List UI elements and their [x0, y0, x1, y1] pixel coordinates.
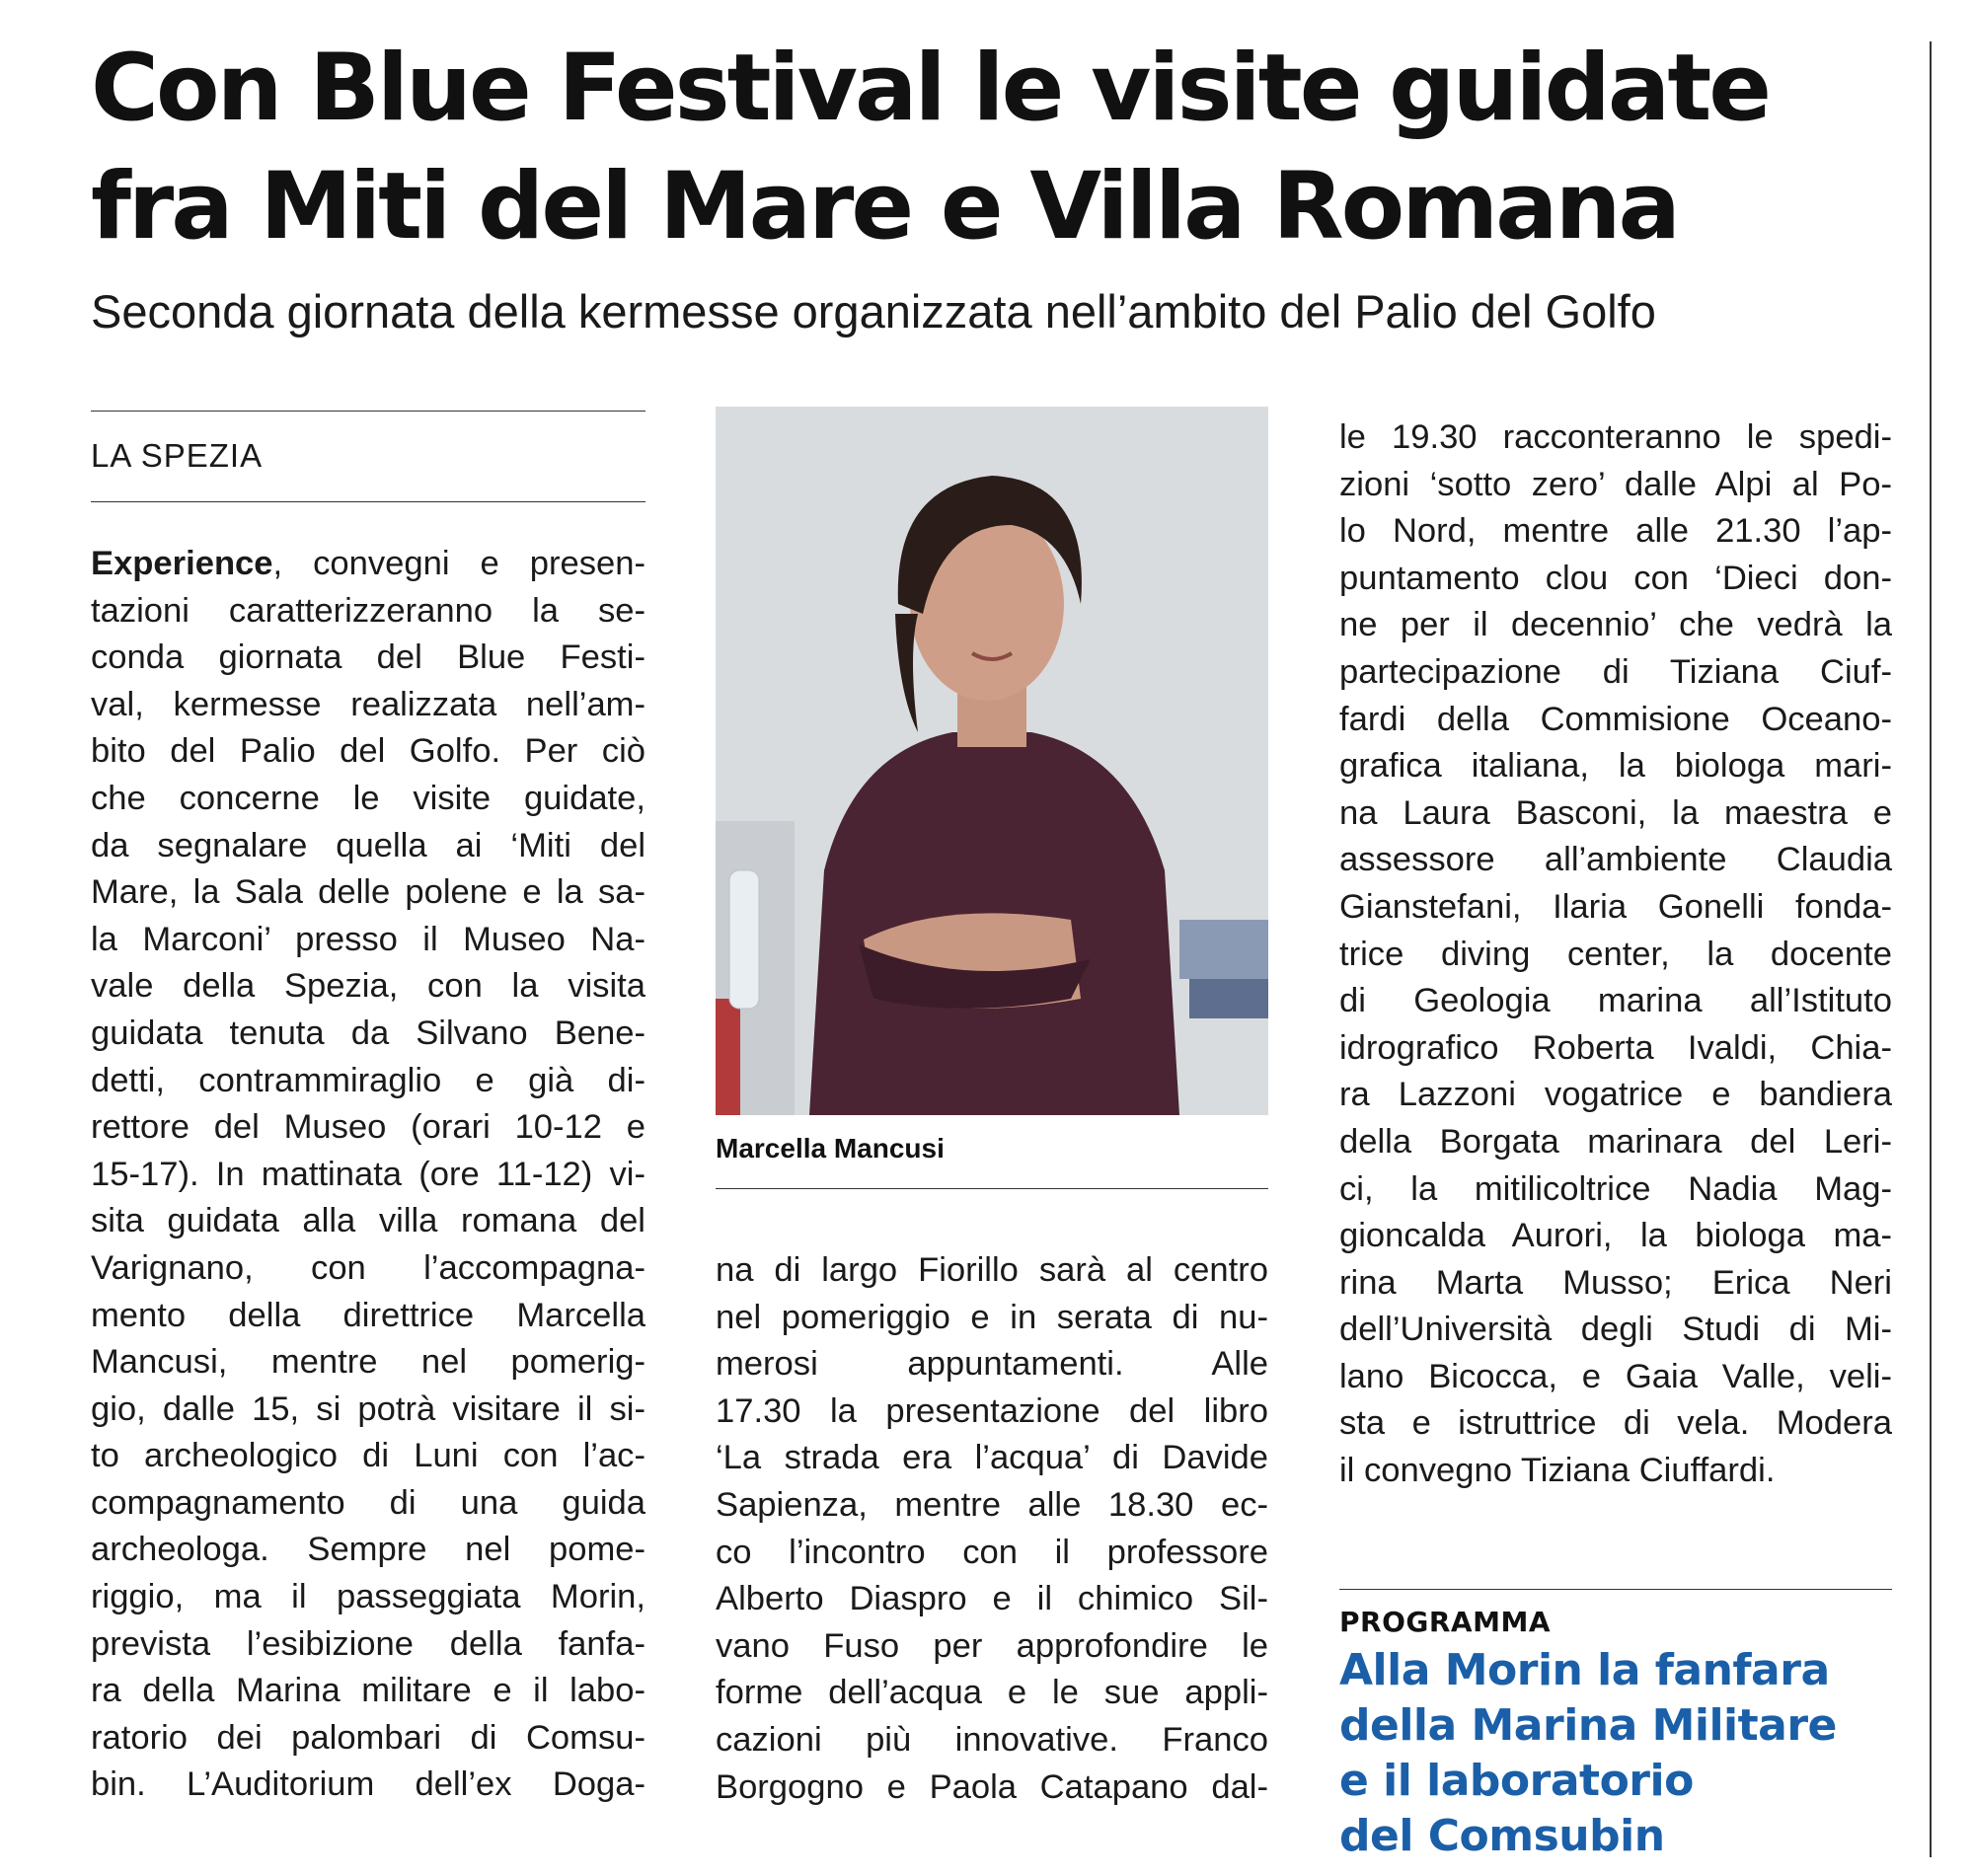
body-line: 17.30 la presentazione del libro: [716, 1391, 1268, 1430]
body-line: compagnamento di una guida: [91, 1483, 645, 1522]
box-rule: [1339, 1589, 1892, 1590]
body-line: Mancusi, mentre nel pomerig-: [91, 1343, 645, 1382]
body-column-1: [91, 541, 645, 1809]
body-line: ra della Marina militare e il labo-: [91, 1672, 645, 1710]
body-line: guidata tenuta da Silvano Bene-: [91, 1013, 645, 1052]
body-line: Varignano, con l’accompagna-: [91, 1248, 645, 1287]
lead-word: Experience: [91, 545, 273, 582]
body-line: le 19.30 racconteranno le spedi-: [1339, 418, 1892, 456]
body-line: 15-17). In mattinata (ore 11-12) vi-: [91, 1155, 645, 1193]
body-line: ‘La strada era l’acqua’ di Davide: [716, 1439, 1268, 1477]
body-line: della Borgata marinara del Leri-: [1339, 1122, 1892, 1161]
column-divider: [1930, 41, 1932, 1857]
body-line: Sapienza, mentre alle 18.30 ec-: [716, 1485, 1268, 1524]
headline: [91, 30, 1927, 266]
caption-rule: [716, 1188, 1268, 1189]
body-line: Gianstefani, Ilaria Gonelli fonda-: [1339, 887, 1892, 926]
box-headline-line: Alla Morin la fanfara: [1339, 1645, 1830, 1695]
body-line: [91, 541, 645, 588]
body-line: idrografico Roberta Ivaldi, Chia-: [1339, 1028, 1892, 1067]
body-line: sta e istruttrice di vela. Modera: [1339, 1404, 1892, 1443]
body-line: bin. L’Auditorium dell’ex Doga-: [91, 1765, 645, 1804]
dateline: LA SPEZIA: [91, 437, 264, 474]
body-line: sita guidata alla villa romana del: [91, 1202, 645, 1240]
dateline-rule-top: [91, 411, 645, 412]
dateline-rule-bottom: [91, 501, 645, 502]
body-line: tazioni caratterizzeranno la se-: [91, 591, 645, 630]
body-column-2: [716, 1247, 1268, 1811]
headline-line: fra Miti del Mare e Villa Romana: [91, 153, 1678, 261]
body-line: co l’incontro con il professore: [716, 1533, 1268, 1571]
body-line: la Marconi’ presso il Museo Na-: [91, 920, 645, 958]
body-line: fardi della Commisione Oceano-: [1339, 700, 1892, 738]
body-line: Mare, la Sala delle polene e la sa-: [91, 873, 645, 912]
body-line: mento della direttrice Marcella: [91, 1296, 645, 1334]
body-line: cazioni più innovative. Franco: [716, 1720, 1268, 1759]
body-line: bito del Palio del Golfo. Per ciò: [91, 732, 645, 771]
box-headline-line: del Comsubin: [1339, 1811, 1665, 1861]
body-line: detti, contrammiraglio e già di-: [91, 1061, 645, 1099]
body-line: na di largo Fiorillo sarà al centro: [716, 1251, 1268, 1289]
body-line: assessore all’ambiente Claudia: [1339, 841, 1892, 879]
body-line: di Geologia marina all’Istituto: [1339, 982, 1892, 1020]
body-line: lano Bicocca, e Gaia Valle, veli-: [1339, 1357, 1892, 1395]
body-line: merosi appuntamenti. Alle: [716, 1345, 1268, 1384]
box-headline-line: e il laboratorio: [1339, 1756, 1694, 1806]
body-line: conda giornata del Blue Festi-: [91, 638, 645, 677]
body-line: grafica italiana, la biologa mari-: [1339, 747, 1892, 786]
body-line: rettore del Museo (orari 10-12 e: [91, 1108, 645, 1147]
lead-rest: , convegni e presen-: [272, 545, 645, 582]
body-line: val, kermesse realizzata nell’am-: [91, 685, 645, 723]
body-line: ra Lazzoni vogatrice e bandiera: [1339, 1076, 1892, 1114]
body-line: dell’Università degli Studi di Mi-: [1339, 1311, 1892, 1349]
box-headline-line: della Marina Militare: [1339, 1700, 1837, 1751]
body-line: Alberto Diaspro e il chimico Sil-: [716, 1580, 1268, 1618]
body-line: archeologa. Sempre nel pome-: [91, 1531, 645, 1569]
body-line: prevista l’esibizione della fanfa-: [91, 1624, 645, 1663]
body-line: ci, la mitilicoltrice Nadia Mag-: [1339, 1169, 1892, 1208]
body-line: puntamento clou con ‘Dieci don-: [1339, 559, 1892, 597]
body-line: lo Nord, mentre alle 21.30 l’ap-: [1339, 512, 1892, 551]
body-line: gio, dalle 15, si potrà visitare il si-: [91, 1389, 645, 1428]
portrait-illustration: [716, 407, 1268, 1115]
body-line: il convegno Tiziana Ciuffardi.: [1339, 1452, 1776, 1490]
body-line: trice diving center, la docente: [1339, 935, 1892, 973]
body-line: riggio, ma il passeggiata Morin,: [91, 1578, 645, 1616]
body-line: forme dell’acqua e le sue appli-: [716, 1674, 1268, 1712]
body-line: zioni ‘sotto zero’ dalle Alpi al Po-: [1339, 465, 1892, 503]
body-line: gioncalda Aurori, la biologa ma-: [1339, 1217, 1892, 1255]
body-line: che concerne le visite guidate,: [91, 779, 645, 817]
body-line: vano Fuso per approfondire le: [716, 1626, 1268, 1665]
body-line: ratorio dei palombari di Comsu-: [91, 1718, 645, 1757]
body-line: rina Marta Musso; Erica Neri: [1339, 1263, 1892, 1302]
body-line: Borgogno e Paola Catapano dal-: [716, 1767, 1268, 1806]
body-line: da segnalare quella ai ‘Miti del: [91, 826, 645, 864]
body-line: to archeologico di Luni con l’ac-: [91, 1437, 645, 1475]
box-kicker: PROGRAMMA: [1339, 1606, 1551, 1638]
body-line: vale della Spezia, con la visita: [91, 967, 645, 1006]
adjacent-article-edge: [1946, 0, 1972, 1876]
body-line: partecipazione di Tiziana Ciuf-: [1339, 652, 1892, 691]
headline-line: Con Blue Festival le visite guidate: [91, 35, 1770, 142]
subtitle: Seconda giornata della kermesse organizzata nell’ambito del Palio del Golfo: [91, 285, 1656, 338]
body-column-3: [1339, 414, 1892, 1495]
body-line: nel pomeriggio e in serata di nu-: [716, 1298, 1268, 1336]
body-line: na Laura Basconi, la maestra e: [1339, 793, 1892, 832]
portrait-photo: [716, 407, 1268, 1115]
body-line: ne per il decennio’ che vedrà la: [1339, 606, 1892, 644]
box-headline: [1339, 1643, 1892, 1864]
photo-caption: Marcella Mancusi: [716, 1133, 945, 1163]
